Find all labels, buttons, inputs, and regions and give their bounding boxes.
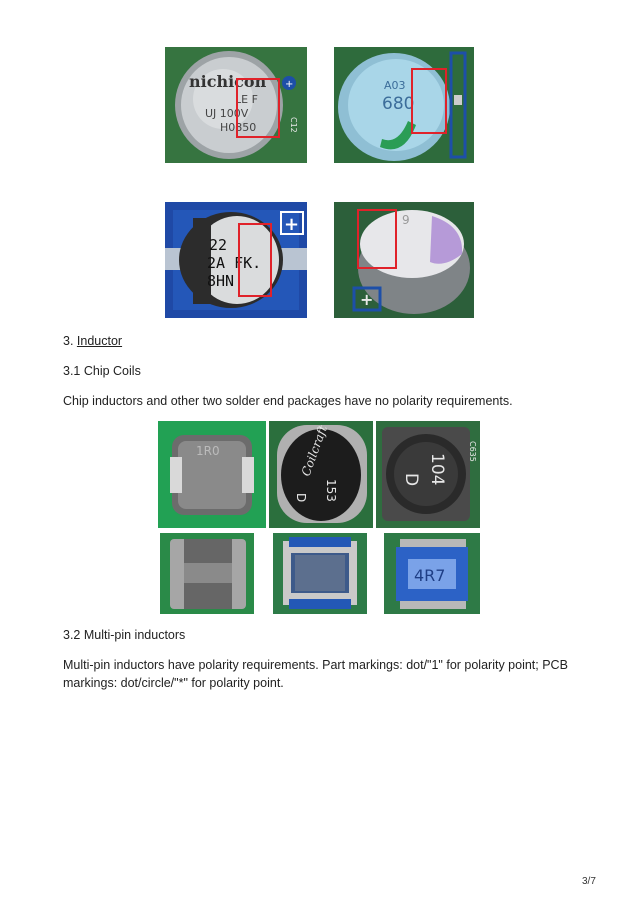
photo-wirewound-chip-inductor xyxy=(273,533,367,614)
photo-grey-chip-inductor xyxy=(160,533,254,614)
svg-text:9: 9 xyxy=(402,213,410,227)
section-32-text-line1: Multi-pin inductors have polarity requirements. Part markings: dot/"1" for polarity point; PCB xyxy=(63,658,568,672)
svg-text:UJ 100V: UJ 100V xyxy=(205,107,249,120)
capacitor-marking: nichicon xyxy=(189,72,267,91)
svg-text:8HN: 8HN xyxy=(207,272,235,290)
photo-104-inductor xyxy=(376,421,480,528)
svg-text:C12: C12 xyxy=(289,117,298,133)
photo-purple-capacitor xyxy=(334,202,474,318)
svg-text:H0850: H0850 xyxy=(220,121,257,134)
svg-text:22: 22 xyxy=(209,236,228,254)
page-number: 3/7 xyxy=(582,876,596,887)
svg-text:104: 104 xyxy=(427,453,447,486)
section-32-text-line2: markings: dot/circle/"*" for polarity point. xyxy=(63,676,284,690)
svg-text:+: + xyxy=(284,214,300,235)
section-31-heading: 3.1 Chip Coils xyxy=(63,364,141,378)
svg-text:A03: A03 xyxy=(384,79,406,92)
photo-coilcraft-inductor xyxy=(269,421,373,528)
svg-text:+: + xyxy=(360,290,374,309)
svg-text:Coilcraft: Coilcraft xyxy=(298,423,330,479)
section-32-heading: 3.2 Multi-pin inductors xyxy=(63,628,186,642)
svg-text:+: + xyxy=(285,79,294,90)
svg-text:680: 680 xyxy=(382,94,415,114)
svg-text:1R0: 1R0 xyxy=(196,444,220,458)
svg-text:4R7: 4R7 xyxy=(414,566,446,585)
section-3-heading: 3. Inductor xyxy=(63,334,123,348)
photo-black-capacitor xyxy=(165,202,307,318)
svg-text:2A FK.: 2A FK. xyxy=(207,254,262,272)
svg-text:153: 153 xyxy=(324,479,338,502)
svg-text:C635: C635 xyxy=(468,441,477,462)
photo-nichicon-capacitor xyxy=(165,47,307,163)
photo-chip-coil-1r0 xyxy=(158,421,266,528)
inductor-link[interactable]: Inductor xyxy=(76,334,123,348)
photo-blue-chip-inductor-4r7 xyxy=(384,533,480,614)
svg-text:D: D xyxy=(401,473,421,487)
svg-text:LE F: LE F xyxy=(235,93,258,106)
photo-blue-capacitor xyxy=(334,47,474,163)
svg-text:D: D xyxy=(294,493,308,503)
section-31-text: Chip inductors and other two solder end packages have no polarity requirements. xyxy=(63,394,513,408)
